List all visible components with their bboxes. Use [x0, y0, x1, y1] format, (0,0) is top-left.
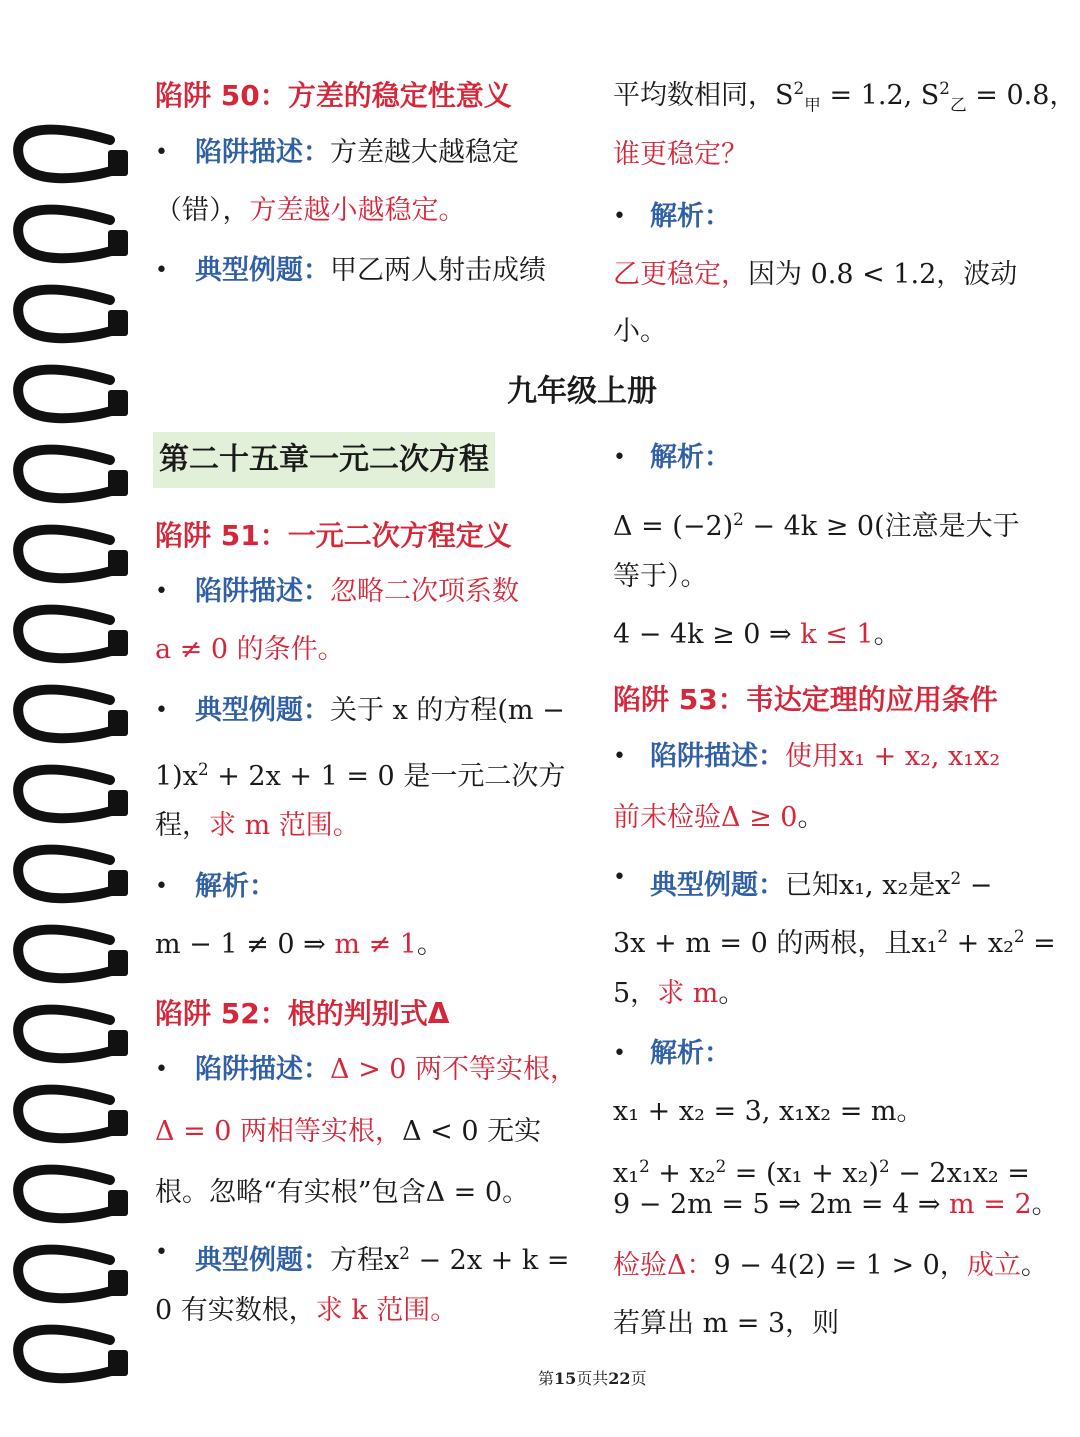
trap-53-note: 若算出 m = 3，则 — [613, 1308, 840, 1339]
desc-label: 陷阱描述： — [195, 137, 330, 168]
chapter-title: 第二十五章一元二次方程 — [153, 432, 495, 488]
trap-51-example-cont: $1)x^2 + 2x + 1 = 0$ 是一元二次方 — [155, 759, 566, 792]
solution-label: 解析： — [650, 1038, 731, 1069]
trap-50-desc: 陷阱描述：方差越大越稳定 — [195, 137, 519, 168]
trap-53-example-cont2: 5，求 m。 — [613, 978, 746, 1009]
section-title: 九年级上册 — [507, 374, 657, 409]
trap-53-solution-1: x₁ + x₂ = 3, x₁x₂ = m。 — [613, 1096, 924, 1127]
trap-52-example: 典型例题：方程$x^2 - 2x + k$ = — [195, 1243, 570, 1276]
trap-53-check: 检验Δ：9 − 4(2) = 1 > 0，成立。 — [613, 1250, 1048, 1281]
solution-label: 解析： — [650, 442, 731, 473]
trap-53-solution-3: 9 − 2m = 5 ⇒ 2m = 4 ⇒ m = 2。 — [613, 1189, 1059, 1220]
trap-52-solution-result: 4 − 4k ≥ 0 ⇒ k ≤ 1。 — [613, 619, 901, 650]
bullet-icon: • — [155, 1057, 168, 1082]
bullet-icon: • — [155, 579, 168, 604]
solution-label: 解析： — [195, 871, 276, 902]
trap-53-title: 陷阱 53：韦达定理的应用条件 — [613, 683, 998, 716]
trap-50-desc-cont: （错），方差越小越稳定。 — [155, 195, 466, 226]
trap-53-solution-2: $x_1^2 + x_2^2 = (x_1 + x_2)^2 - 2x_1x_2$ = — [613, 1156, 1030, 1189]
trap-50-question: 谁更稳定？ — [613, 139, 748, 170]
trap-50-solution-cont: 小。 — [613, 316, 667, 347]
bullet-icon: • — [613, 445, 626, 470]
page-footer: 第15页共22页 — [538, 1369, 647, 1388]
trap-51-solution: m − 1 ≠ 0 ⇒ m ≠ 1。 — [155, 929, 444, 960]
trap-52-example-cont: 0 有实数根，求 k 范围。 — [155, 1295, 458, 1326]
trap-53-desc: 陷阱描述：使用x₁ + x₂, x₁x₂ — [650, 741, 1001, 772]
trap-51-title: 陷阱 51：一元二次方程定义 — [155, 519, 512, 552]
bullet-icon: • — [613, 204, 626, 229]
trap-50-example-cont: 平均数相同，$S^2_甲 = 1.2$, $S^2_乙 = 0.8$， — [613, 78, 1077, 115]
solution-label: 解析： — [650, 201, 731, 232]
trap-52-title: 陷阱 52：根的判别式Δ — [155, 997, 450, 1030]
trap-50-example: 典型例题：甲乙两人射击成绩 — [195, 255, 546, 286]
example-label: 典型例题： — [195, 255, 330, 286]
bullet-icon: • — [155, 698, 168, 723]
bullet-icon: • — [613, 1041, 626, 1066]
bullet-icon: • — [613, 865, 626, 890]
trap-50-solution: 乙更稳定，因为 0.8 < 1.2，波动 — [613, 259, 1018, 290]
bullet-icon: • — [155, 258, 168, 283]
trap-53-desc-cont: 前未检验Δ ≥ 0。 — [613, 802, 825, 833]
trap-52-solution: $\Delta = (-2)^2 - 4k \ge 0$(注意是大于 — [613, 509, 1020, 542]
trap-52-desc-cont: Δ = 0 两相等实根，Δ < 0 无实 — [155, 1116, 542, 1147]
trap-51-example: 典型例题：关于 x 的方程(m − — [195, 695, 565, 726]
trap-52-desc-cont2: 根。忽略“有实根”包含Δ = 0。 — [155, 1177, 530, 1208]
trap-53-example-cont: 3x + m = 0 的两根，且x₁$^2$ + x₂$^2$ = — [613, 926, 1056, 959]
bullet-icon: • — [155, 140, 168, 165]
trap-52-desc: 陷阱描述：Δ > 0 两不等实根， — [195, 1054, 578, 1085]
trap-52-solution-cont: 等于）。 — [613, 561, 708, 592]
trap-53-example: 典型例题：已知x₁, x₂是$x^2$ − — [650, 868, 993, 901]
bullet-icon: • — [613, 744, 626, 769]
bullet-icon: • — [155, 874, 168, 899]
bullet-icon: • — [155, 1240, 168, 1265]
trap-51-example-cont2: 程，求 m 范围。 — [155, 810, 360, 841]
document-page — [135, 0, 1080, 1437]
trap-51-desc: 陷阱描述：忽略二次项系数 — [195, 576, 519, 607]
spiral-binding — [0, 50, 135, 1395]
trap-50-title: 陷阱 50：方差的稳定性意义 — [155, 79, 512, 112]
trap-51-desc-cont: a ≠ 0 的条件。 — [155, 634, 345, 665]
